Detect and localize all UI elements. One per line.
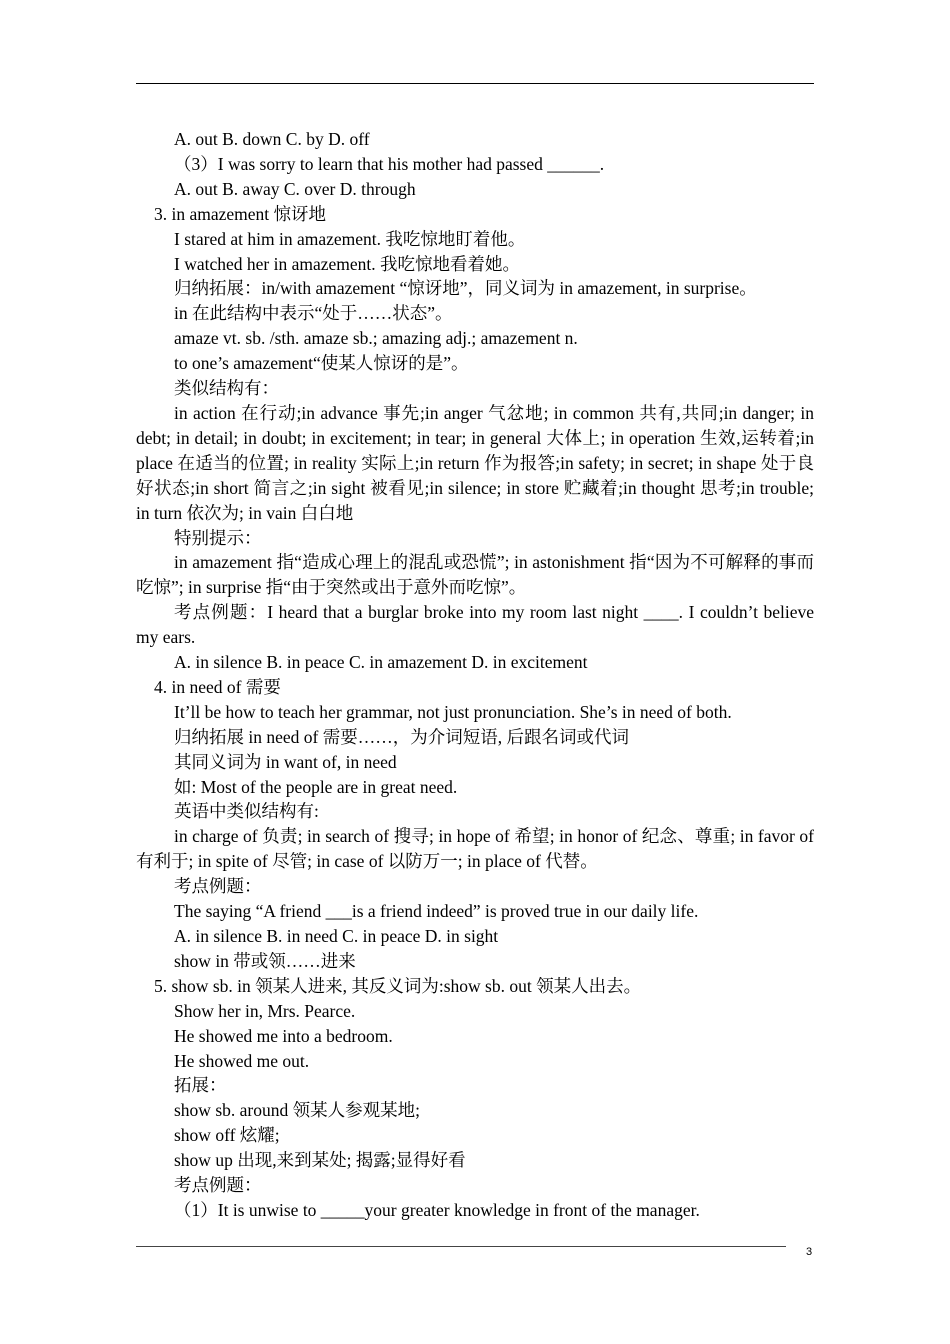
text-line: show sb. around 领某人参观某地;: [174, 1100, 420, 1121]
text-line: It’ll be how to teach her grammar, not just pronunciation. She’s in need of both.: [174, 701, 732, 722]
text-line: to one’s amazement“使某人惊讶的是”。: [174, 353, 469, 374]
text-line: 拓展：: [174, 1075, 227, 1096]
text-line: Show her in, Mrs. Pearce.: [174, 1000, 356, 1021]
text-line: 3. in amazement 惊讶地: [154, 203, 327, 224]
text-line: 考点例题：: [174, 876, 262, 897]
text-line: I watched her in amazement. 我吃惊地看着她。: [174, 253, 521, 274]
text-line: 归纳拓展：in/with amazement “惊讶地”，同义词为 in amazement, in surprise。: [174, 278, 757, 299]
text-line: 特别提示：: [174, 527, 262, 548]
text-line: show up 出现,来到某处; 揭露;显得好看: [174, 1150, 466, 1171]
header-rule: [136, 83, 814, 84]
text-line: 英语中类似结构有:: [174, 801, 319, 822]
text-line: I stared at him in amazement. 我吃惊地盯着他。: [174, 228, 526, 249]
text-line: （1）It is unwise to _____your greater knowledge in front of the manager.: [174, 1199, 700, 1220]
text-line: 其同义词为 in want of, in need: [174, 751, 397, 772]
text-line: The saying “A friend ___is a friend indeed” is proved true in our daily life.: [174, 901, 699, 922]
text-line: 考点例题：: [174, 1175, 262, 1196]
text-line: A. out B. down C. by D. off: [174, 129, 370, 149]
text-line: （3）I was sorry to learn that his mother had passed ______.: [174, 153, 605, 174]
text-line: 5. show sb. in 领某人进来, 其反义词为:show sb. out 领某人出去。: [154, 975, 642, 996]
text-line: A. out B. away C. over D. through: [174, 178, 416, 199]
text-line: in 在此结构中表示“处于……状态”。: [174, 303, 453, 324]
paragraph: in amazement 指“造成心理上的混乱或恐慌”; in astonishment 指“因为不可解释的事而吃惊”; in surprise 指“由于突然或出于意外而吃惊”。: [136, 552, 814, 598]
document-body: [136, 127, 814, 1223]
text-line: He showed me into a bedroom.: [174, 1025, 393, 1046]
text-line: 归纳拓展 in need of 需要……，为介词短语, 后跟名词或代词: [174, 726, 629, 747]
text-line: A. in silence B. in peace C. in amazement D. in excitement: [174, 652, 588, 673]
text-line: 如: Most of the people are in great need.: [174, 776, 458, 797]
text-line: 4. in need of 需要: [154, 676, 281, 697]
paragraph: 考点例题：I heard that a burglar broke into my room last night ____. I couldn’t believe my ears.: [136, 602, 814, 648]
paragraph: in charge of 负责; in search of 搜寻; in hope of 希望; in honor of 纪念、尊重; in favor of 有利于; in spite of 尽管; in case of 以防万一; in place of 代替。: [136, 826, 814, 872]
text-line: show off 炫耀;: [174, 1125, 280, 1146]
text-line: show in 带或领……进来: [174, 950, 356, 971]
page-number: 3: [806, 1246, 813, 1258]
text-line: He showed me out.: [174, 1050, 310, 1071]
text-line: A. in silence B. in need C. in peace D. in sight: [174, 926, 499, 946]
paragraph: in action 在行动;in advance 事先;in anger 气忿地; in common 共有,共同;in danger; in debt; in detail; in doubt; in excitement; in tear; in general 大体上; in operation 生效,运转着;in place 在适当的位置; in reality 实际上;in return 作为报答;in safety; in secret; in shape 处于良好状态;in short 简言之;in sight 被看见;in silence; in store 贮藏着;in thought 思考;in trouble; in turn 依次为; in vain 白白地: [136, 402, 814, 523]
text-line: 类似结构有：: [174, 378, 279, 399]
text-line: amaze vt. sb. /sth. amaze sb.; amazing adj.; amazement n.: [174, 328, 578, 349]
footer-rule: [136, 1246, 786, 1247]
